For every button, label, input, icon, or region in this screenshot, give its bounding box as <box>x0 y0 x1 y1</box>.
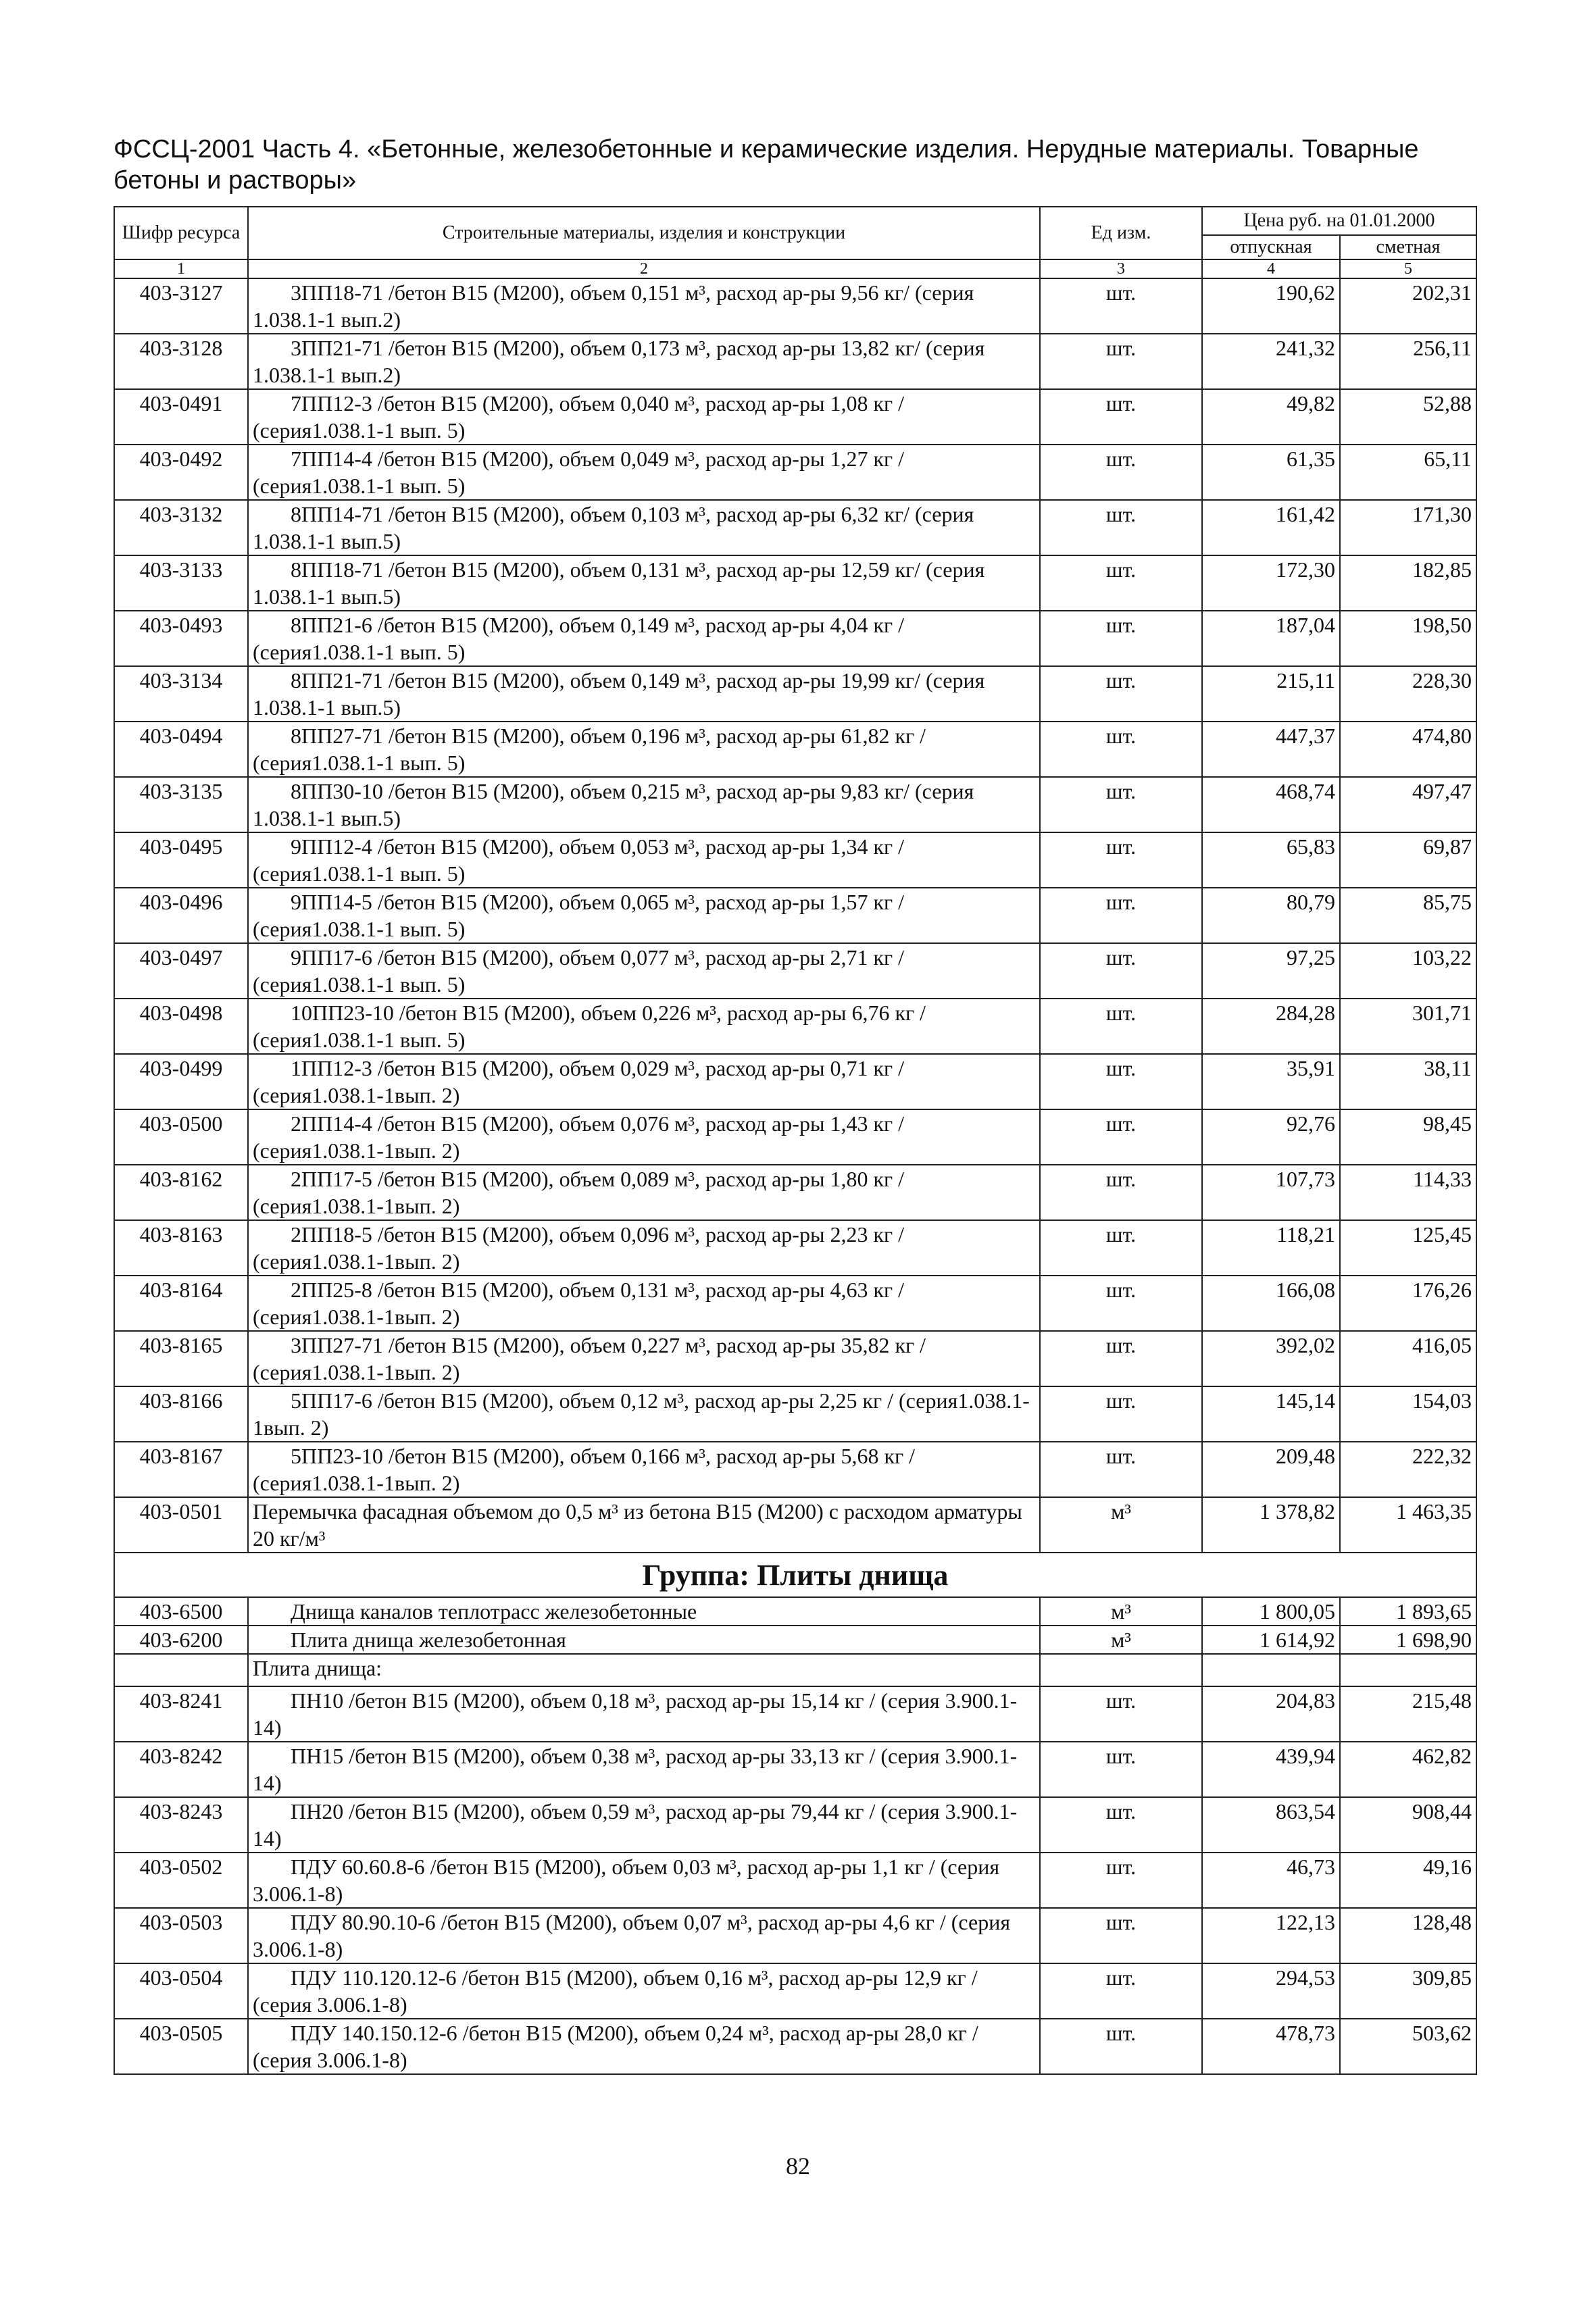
unit-cell: шт. <box>1040 832 1202 888</box>
estimate-price: 85,75 <box>1340 888 1476 943</box>
table-row <box>114 500 1476 555</box>
column-number: 4 <box>1202 259 1340 278</box>
material-description: 2ПП14-4 /бетон В15 (М200), объем 0,076 м³, расход ар-ры 1,43 кг / (серия1.038.1-1вып. 2) <box>248 1109 1040 1165</box>
unit-cell: шт. <box>1040 1386 1202 1442</box>
material-description: Перемычка фасадная объемом до 0,5 м³ из бетона В15 (М200) с расходом арматуры 20 кг/м³ <box>248 1497 1040 1553</box>
material-description: ПДУ 140.150.12-6 /бетон В15 (М200), объем 0,24 м³, расход ар-ры 28,0 кг / (серия 3.006.1-8) <box>248 2019 1040 2074</box>
table-row <box>114 1853 1476 1908</box>
header-name: Строительные материалы, изделия и конструкции <box>248 207 1040 259</box>
estimate-price: 503,62 <box>1340 2019 1476 2074</box>
table-body-bottom-slabs <box>114 1686 1476 2074</box>
resource-code: 403-8167 <box>114 1442 248 1497</box>
material-description: 5ПП23-10 /бетон В15 (М200), объем 0,166 м³, расход ар-ры 5,68 кг / (серия1.038.1-1вып. 2) <box>248 1442 1040 1497</box>
unit-cell: шт. <box>1040 555 1202 611</box>
release-price: 1 614,92 <box>1202 1626 1340 1654</box>
table-row <box>114 611 1476 666</box>
release-price: 35,91 <box>1202 1054 1340 1109</box>
table-row <box>114 1626 1476 1654</box>
resource-code: 403-3135 <box>114 777 248 832</box>
table-row <box>114 666 1476 722</box>
material-description: 2ПП18-5 /бетон В15 (М200), объем 0,096 м³, расход ар-ры 2,23 кг / (серия1.038.1-1вып. 2) <box>248 1220 1040 1276</box>
estimate-price: 49,16 <box>1340 1853 1476 1908</box>
release-price: 468,74 <box>1202 777 1340 832</box>
resource-code: 403-3128 <box>114 334 248 389</box>
unit-cell: шт. <box>1040 1165 1202 1220</box>
column-number: 5 <box>1340 259 1476 278</box>
material-description: 3ПП21-71 /бетон В15 (М200), объем 0,173 м³, расход ар-ры 13,82 кг/ (серия 1.038.1-1 вып.2) <box>248 334 1040 389</box>
release-price: 392,02 <box>1202 1331 1340 1386</box>
resource-code: 403-0496 <box>114 888 248 943</box>
release-price: 92,76 <box>1202 1109 1340 1165</box>
material-description: ПДУ 60.60.8-6 /бетон В15 (М200), объем 0,03 м³, расход ар-ры 1,1 кг / (серия 3.006.1-8) <box>248 1853 1040 1908</box>
material-description: 9ПП14-5 /бетон В15 (М200), объем 0,065 м³, расход ар-ры 1,57 кг / (серия1.038.1-1 вып. 5) <box>248 888 1040 943</box>
resource-code: 403-8243 <box>114 1797 248 1853</box>
resource-code: 403-8163 <box>114 1220 248 1276</box>
material-description: 7ПП14-4 /бетон В15 (М200), объем 0,049 м³, расход ар-ры 1,27 кг / (серия1.038.1-1 вып. 5) <box>248 445 1040 500</box>
unit-cell: шт. <box>1040 445 1202 500</box>
table-body-slabs <box>114 1597 1476 1654</box>
release-price: 204,83 <box>1202 1686 1340 1742</box>
material-description: 9ПП12-4 /бетон В15 (М200), объем 0,053 м³, расход ар-ры 1,34 кг / (серия1.038.1-1 вып. 5) <box>248 832 1040 888</box>
release-price: 190,62 <box>1202 278 1340 334</box>
release-price: 97,25 <box>1202 943 1340 999</box>
unit-cell: шт. <box>1040 666 1202 722</box>
column-number: 3 <box>1040 259 1202 278</box>
table-row <box>114 1331 1476 1386</box>
resource-code: 403-0492 <box>114 445 248 500</box>
subheading-text: Плита днища: <box>248 1654 1040 1686</box>
material-description: ПДУ 80.90.10-6 /бетон В15 (М200), объем 0,07 м³, расход ар-ры 4,6 кг / (серия 3.006.1-8) <box>248 1908 1040 1963</box>
unit-cell: м³ <box>1040 1597 1202 1626</box>
material-description: 8ПП14-71 /бетон В15 (М200), объем 0,103 м³, расход ар-ры 6,32 кг/ (серия 1.038.1-1 вып.5) <box>248 500 1040 555</box>
unit-cell: шт. <box>1040 943 1202 999</box>
price-table <box>114 206 1477 2075</box>
subheading-section <box>114 1654 1476 1686</box>
table-row <box>114 445 1476 500</box>
estimate-price: 222,32 <box>1340 1442 1476 1497</box>
table-header-row <box>114 207 1476 235</box>
resource-code: 403-8242 <box>114 1742 248 1797</box>
header-title: ФССЦ-2001 Часть 4. «Бетонные, железобетонные и керамические изделия. Нерудные материалы. Товарные бетоны и растворы» <box>114 135 1419 195</box>
release-price: 478,73 <box>1202 2019 1340 2074</box>
estimate-price: 202,31 <box>1340 278 1476 334</box>
resource-code: 403-0491 <box>114 389 248 445</box>
table-row <box>114 999 1476 1054</box>
resource-code: 403-0500 <box>114 1109 248 1165</box>
resource-code: 403-0493 <box>114 611 248 666</box>
estimate-price: 128,48 <box>1340 1908 1476 1963</box>
resource-code: 403-8241 <box>114 1686 248 1742</box>
page-number: 82 <box>786 2153 810 2180</box>
material-description: 2ПП25-8 /бетон В15 (М200), объем 0,131 м³, расход ар-ры 4,63 кг / (серия1.038.1-1вып. 2) <box>248 1276 1040 1331</box>
estimate-price: 416,05 <box>1340 1331 1476 1386</box>
resource-code: 403-6500 <box>114 1597 248 1626</box>
material-description: 9ПП17-6 /бетон В15 (М200), объем 0,077 м³, расход ар-ры 2,71 кг / (серия1.038.1-1 вып. 5) <box>248 943 1040 999</box>
empty-cell <box>1040 1654 1202 1686</box>
column-number: 2 <box>248 259 1040 278</box>
unit-cell: шт. <box>1040 500 1202 555</box>
empty-cell <box>1202 1654 1340 1686</box>
material-description: 8ПП21-6 /бетон В15 (М200), объем 0,149 м³, расход ар-ры 4,04 кг / (серия1.038.1-1 вып. 5) <box>248 611 1040 666</box>
estimate-price: 38,11 <box>1340 1054 1476 1109</box>
unit-cell: шт. <box>1040 888 1202 943</box>
table-row <box>114 1109 1476 1165</box>
table-row <box>114 1276 1476 1331</box>
estimate-price: 114,33 <box>1340 1165 1476 1220</box>
resource-code: 403-0495 <box>114 832 248 888</box>
estimate-price: 1 698,90 <box>1340 1626 1476 1654</box>
table-row <box>114 2019 1476 2074</box>
table-row <box>114 943 1476 999</box>
release-price: 65,83 <box>1202 832 1340 888</box>
material-description: 8ПП27-71 /бетон В15 (М200), объем 0,196 м³, расход ар-ры 61,82 кг / (серия1.038.1-1 вып. 5) <box>248 722 1040 777</box>
resource-code: 403-0505 <box>114 2019 248 2074</box>
unit-cell: м³ <box>1040 1626 1202 1654</box>
table-row <box>114 1165 1476 1220</box>
resource-code: 403-0498 <box>114 999 248 1054</box>
release-price: 49,82 <box>1202 389 1340 445</box>
column-number: 1 <box>114 259 248 278</box>
resource-code: 403-0502 <box>114 1853 248 1908</box>
material-description: 8ПП30-10 /бетон В15 (М200), объем 0,215 м³, расход ар-ры 9,83 кг/ (серия 1.038.1-1 вып.5) <box>248 777 1040 832</box>
unit-cell: шт. <box>1040 1276 1202 1331</box>
estimate-price: 182,85 <box>1340 555 1476 611</box>
estimate-price: 65,11 <box>1340 445 1476 500</box>
unit-cell: шт. <box>1040 722 1202 777</box>
estimate-price: 171,30 <box>1340 500 1476 555</box>
table-body-lintels <box>114 278 1476 1553</box>
material-description: 2ПП17-5 /бетон В15 (М200), объем 0,089 м³, расход ар-ры 1,80 кг / (серия1.038.1-1вып. 2) <box>248 1165 1040 1220</box>
material-description: Днища каналов теплотрасс железобетонные <box>248 1597 1040 1626</box>
material-description: 10ПП23-10 /бетон В15 (М200), объем 0,226 м³, расход ар-ры 6,76 кг / (серия1.038.1-1 вып. 5) <box>248 999 1040 1054</box>
material-description: ПН15 /бетон В15 (М200), объем 0,38 м³, расход ар-ры 33,13 кг / (серия 3.900.1-14) <box>248 1742 1040 1797</box>
release-price: 61,35 <box>1202 445 1340 500</box>
resource-code: 403-0499 <box>114 1054 248 1109</box>
unit-cell: шт. <box>1040 1442 1202 1497</box>
table-row <box>114 1742 1476 1797</box>
material-description: ПН20 /бетон В15 (М200), объем 0,59 м³, расход ар-ры 79,44 кг / (серия 3.900.1-14) <box>248 1797 1040 1853</box>
unit-cell: шт. <box>1040 1331 1202 1386</box>
unit-cell: м³ <box>1040 1497 1202 1553</box>
table-row <box>114 722 1476 777</box>
estimate-price: 474,80 <box>1340 722 1476 777</box>
unit-cell: шт. <box>1040 1742 1202 1797</box>
header-estimate-price: сметная <box>1340 235 1476 259</box>
estimate-price: 98,45 <box>1340 1109 1476 1165</box>
unit-cell: шт. <box>1040 1853 1202 1908</box>
estimate-price: 154,03 <box>1340 1386 1476 1442</box>
unit-cell: шт. <box>1040 1220 1202 1276</box>
resource-code: 403-3132 <box>114 500 248 555</box>
estimate-price: 103,22 <box>1340 943 1476 999</box>
material-description: 3ПП27-71 /бетон В15 (М200), объем 0,227 м³, расход ар-ры 35,82 кг / (серия1.038.1-1вып. 2) <box>248 1331 1040 1386</box>
estimate-price: 908,44 <box>1340 1797 1476 1853</box>
release-price: 46,73 <box>1202 1853 1340 1908</box>
resource-code: 403-0497 <box>114 943 248 999</box>
release-price: 241,32 <box>1202 334 1340 389</box>
unit-cell: шт. <box>1040 1797 1202 1853</box>
resource-code: 403-6200 <box>114 1626 248 1654</box>
unit-cell: шт. <box>1040 334 1202 389</box>
estimate-price: 52,88 <box>1340 389 1476 445</box>
release-price: 294,53 <box>1202 1963 1340 2019</box>
release-price: 284,28 <box>1202 999 1340 1054</box>
table-row <box>114 832 1476 888</box>
group-row <box>114 1553 1476 1597</box>
table-row <box>114 1908 1476 1963</box>
table-row <box>114 278 1476 334</box>
header-unit: Ед изм. <box>1040 207 1202 259</box>
material-description: ПН10 /бетон В15 (М200), объем 0,18 м³, расход ар-ры 15,14 кг / (серия 3.900.1-14) <box>248 1686 1040 1742</box>
table-row <box>114 777 1476 832</box>
unit-cell: шт. <box>1040 1109 1202 1165</box>
estimate-price: 176,26 <box>1340 1276 1476 1331</box>
release-price: 118,21 <box>1202 1220 1340 1276</box>
material-description: 5ПП17-6 /бетон В15 (М200), объем 0,12 м³, расход ар-ры 2,25 кг / (серия1.038.1-1вып. 2) <box>248 1386 1040 1442</box>
unit-cell: шт. <box>1040 278 1202 334</box>
estimate-price: 462,82 <box>1340 1742 1476 1797</box>
unit-cell: шт. <box>1040 2019 1202 2074</box>
empty-cell <box>114 1654 248 1686</box>
table-row <box>114 1686 1476 1742</box>
header-price: Цена руб. на 01.01.2000 <box>1202 207 1476 235</box>
estimate-price: 1 893,65 <box>1340 1597 1476 1626</box>
release-price: 145,14 <box>1202 1386 1340 1442</box>
resource-code: 403-0501 <box>114 1497 248 1553</box>
table-row <box>114 1054 1476 1109</box>
header-code: Шифр ресурса <box>114 207 248 259</box>
column-number-row <box>114 259 1476 278</box>
empty-cell <box>1340 1654 1476 1686</box>
estimate-price: 256,11 <box>1340 334 1476 389</box>
unit-cell: шт. <box>1040 611 1202 666</box>
estimate-price: 497,47 <box>1340 777 1476 832</box>
unit-cell: шт. <box>1040 1963 1202 2019</box>
subheading-row <box>114 1654 1476 1686</box>
table-row <box>114 555 1476 611</box>
release-price: 439,94 <box>1202 1742 1340 1797</box>
table-row <box>114 1963 1476 2019</box>
resource-code: 403-3133 <box>114 555 248 611</box>
release-price: 172,30 <box>1202 555 1340 611</box>
resource-code: 403-8166 <box>114 1386 248 1442</box>
resource-code: 403-0503 <box>114 1908 248 1963</box>
release-price: 209,48 <box>1202 1442 1340 1497</box>
material-description: 8ПП18-71 /бетон В15 (М200), объем 0,131 м³, расход ар-ры 12,59 кг/ (серия 1.038.1-1 вып.5) <box>248 555 1040 611</box>
resource-code: 403-8162 <box>114 1165 248 1220</box>
group-section <box>114 1553 1476 1597</box>
release-price: 447,37 <box>1202 722 1340 777</box>
material-description: 3ПП18-71 /бетон В15 (М200), объем 0,151 м³, расход ар-ры 9,56 кг/ (серия 1.038.1-1 вып.2) <box>248 278 1040 334</box>
material-description: ПДУ 110.120.12-6 /бетон В15 (М200), объем 0,16 м³, расход ар-ры 12,9 кг / (серия 3.006.1-8) <box>248 1963 1040 2019</box>
table-row <box>114 888 1476 943</box>
material-description: Плита днища железобетонная <box>248 1626 1040 1654</box>
release-price: 1 378,82 <box>1202 1497 1340 1553</box>
resource-code: 403-0504 <box>114 1963 248 2019</box>
resource-code: 403-8164 <box>114 1276 248 1331</box>
unit-cell: шт. <box>1040 777 1202 832</box>
table-row <box>114 389 1476 445</box>
release-price: 863,54 <box>1202 1797 1340 1853</box>
unit-cell: шт. <box>1040 1054 1202 1109</box>
table-row <box>114 1386 1476 1442</box>
table-row <box>114 334 1476 389</box>
material-description: 8ПП21-71 /бетон В15 (М200), объем 0,149 м³, расход ар-ры 19,99 кг/ (серия 1.038.1-1 вып.5) <box>248 666 1040 722</box>
release-price: 107,73 <box>1202 1165 1340 1220</box>
estimate-price: 228,30 <box>1340 666 1476 722</box>
table-row <box>114 1797 1476 1853</box>
estimate-price: 125,45 <box>1340 1220 1476 1276</box>
release-price: 215,11 <box>1202 666 1340 722</box>
release-price: 1 800,05 <box>1202 1597 1340 1626</box>
estimate-price: 198,50 <box>1340 611 1476 666</box>
release-price: 187,04 <box>1202 611 1340 666</box>
release-price: 80,79 <box>1202 888 1340 943</box>
document-header <box>114 134 1478 196</box>
table-row <box>114 1597 1476 1626</box>
release-price: 122,13 <box>1202 1908 1340 1963</box>
table-row <box>114 1442 1476 1497</box>
estimate-price: 215,48 <box>1340 1686 1476 1742</box>
unit-cell: шт. <box>1040 1686 1202 1742</box>
resource-code: 403-0494 <box>114 722 248 777</box>
material-description: 1ПП12-3 /бетон В15 (М200), объем 0,029 м³, расход ар-ры 0,71 кг / (серия1.038.1-1вып. 2) <box>248 1054 1040 1109</box>
estimate-price: 1 463,35 <box>1340 1497 1476 1553</box>
release-price: 166,08 <box>1202 1276 1340 1331</box>
table-row <box>114 1220 1476 1276</box>
resource-code: 403-3127 <box>114 278 248 334</box>
estimate-price: 309,85 <box>1340 1963 1476 2019</box>
estimate-price: 301,71 <box>1340 999 1476 1054</box>
table-row <box>114 1497 1476 1553</box>
group-title: Группа: Плиты днища <box>114 1553 1476 1597</box>
resource-code: 403-8165 <box>114 1331 248 1386</box>
release-price: 161,42 <box>1202 500 1340 555</box>
unit-cell: шт. <box>1040 1908 1202 1963</box>
resource-code: 403-3134 <box>114 666 248 722</box>
unit-cell: шт. <box>1040 389 1202 445</box>
unit-cell: шт. <box>1040 999 1202 1054</box>
header-release-price: отпускная <box>1202 235 1340 259</box>
estimate-price: 69,87 <box>1340 832 1476 888</box>
material-description: 7ПП12-3 /бетон В15 (М200), объем 0,040 м³, расход ар-ры 1,08 кг / (серия1.038.1-1 вып. 5) <box>248 389 1040 445</box>
